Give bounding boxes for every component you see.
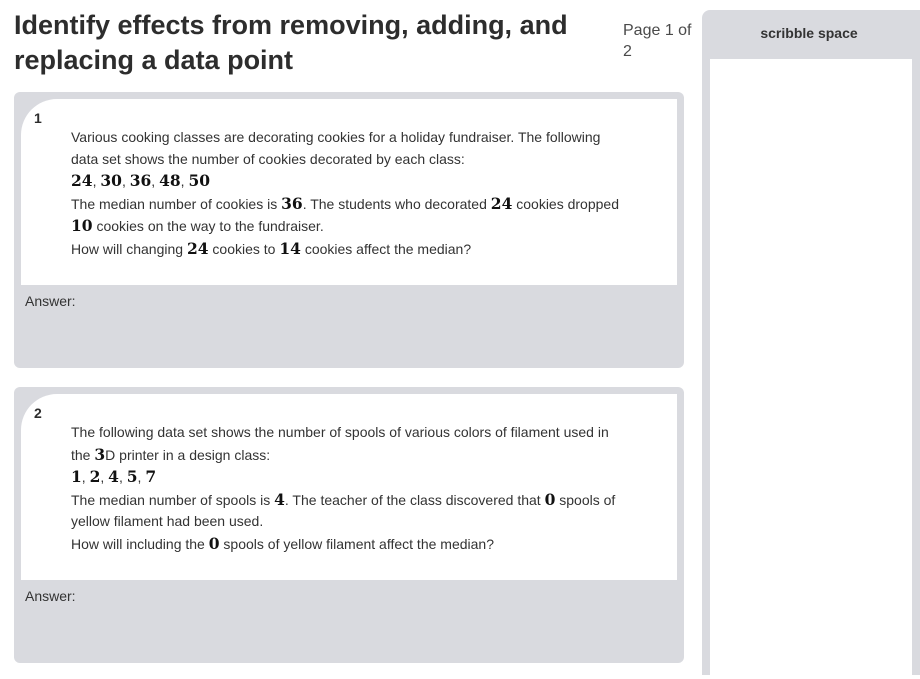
ask-to-value: 14 bbox=[279, 238, 301, 258]
text-span: cookies to bbox=[208, 240, 280, 257]
text-span: How will including the bbox=[71, 535, 209, 552]
question-prompt bbox=[71, 238, 631, 261]
text-span: spools of yellow filament affect the median? bbox=[219, 535, 494, 552]
text-span: The median number of cookies is bbox=[71, 195, 282, 212]
text-span: cookies on the way to the fundraiser. bbox=[92, 218, 324, 234]
text-span: cookies dropped bbox=[512, 195, 619, 212]
text-span: The following data set shows the number of spools of various colors of filament used in the bbox=[71, 424, 609, 463]
median-value: 36 bbox=[281, 193, 303, 213]
ask-value: 0 bbox=[208, 533, 220, 553]
question-body bbox=[21, 99, 677, 285]
data-value: 24 bbox=[71, 171, 93, 190]
scribble-area[interactable] bbox=[710, 59, 912, 679]
data-value: 50 bbox=[188, 171, 211, 190]
question-card-2 bbox=[14, 387, 684, 663]
text-span: . The students who decorated bbox=[302, 195, 491, 212]
data-set: 1, 2, 4, 5, 7 bbox=[71, 467, 157, 486]
ask-from-value: 24 bbox=[186, 238, 209, 258]
change-amount-value: 10 bbox=[71, 216, 93, 235]
data-value: 7 bbox=[145, 467, 157, 486]
question-intro bbox=[71, 422, 631, 466]
scribble-panel bbox=[702, 10, 920, 675]
question-context bbox=[71, 193, 631, 238]
data-value: 36 bbox=[129, 171, 152, 190]
question-number: 1 bbox=[34, 110, 42, 126]
median-value: 4 bbox=[274, 489, 285, 509]
data-value: 4 bbox=[108, 467, 119, 486]
data-value: 30 bbox=[100, 171, 122, 190]
data-set: 24, 30, 36, 48, 50 bbox=[71, 171, 211, 190]
text-span: D printer in a design class: bbox=[105, 446, 271, 463]
zero-value: 0 bbox=[544, 489, 556, 509]
page-title: Identify effects from removing, adding, and replacing a data point bbox=[14, 10, 568, 75]
text-span: How will changing bbox=[71, 240, 187, 257]
page-indicator: Page 1 of 2 bbox=[623, 22, 692, 60]
data-value: 48 bbox=[159, 171, 181, 190]
text-span: The median number of spools is bbox=[71, 491, 275, 508]
data-value: 2 bbox=[89, 467, 101, 486]
data-value: 5 bbox=[126, 467, 138, 486]
text-span: . The teacher of the class discovered that bbox=[284, 491, 545, 508]
answer-label: Answer: bbox=[25, 293, 76, 309]
text-span: spools of yellow filament had been used. bbox=[71, 491, 616, 529]
question-text bbox=[71, 127, 631, 260]
question-prompt bbox=[71, 533, 631, 556]
question-intro: Various cooking classes are decorating cookies for a holiday fundraiser. The following data set shows the number of cookies decorated by each class: bbox=[71, 129, 601, 167]
text-span: cookies affect the median? bbox=[300, 240, 472, 257]
printer-number: 3 bbox=[94, 444, 106, 464]
question-text bbox=[71, 422, 631, 555]
question-number: 2 bbox=[34, 405, 42, 421]
answer-label: Answer: bbox=[25, 588, 76, 604]
question-body bbox=[21, 394, 677, 580]
change-from-value: 24 bbox=[490, 193, 513, 213]
question-context bbox=[71, 489, 631, 533]
scribble-title: scribble space bbox=[760, 25, 858, 41]
data-value: 1 bbox=[71, 467, 82, 486]
question-card-1 bbox=[14, 92, 684, 368]
